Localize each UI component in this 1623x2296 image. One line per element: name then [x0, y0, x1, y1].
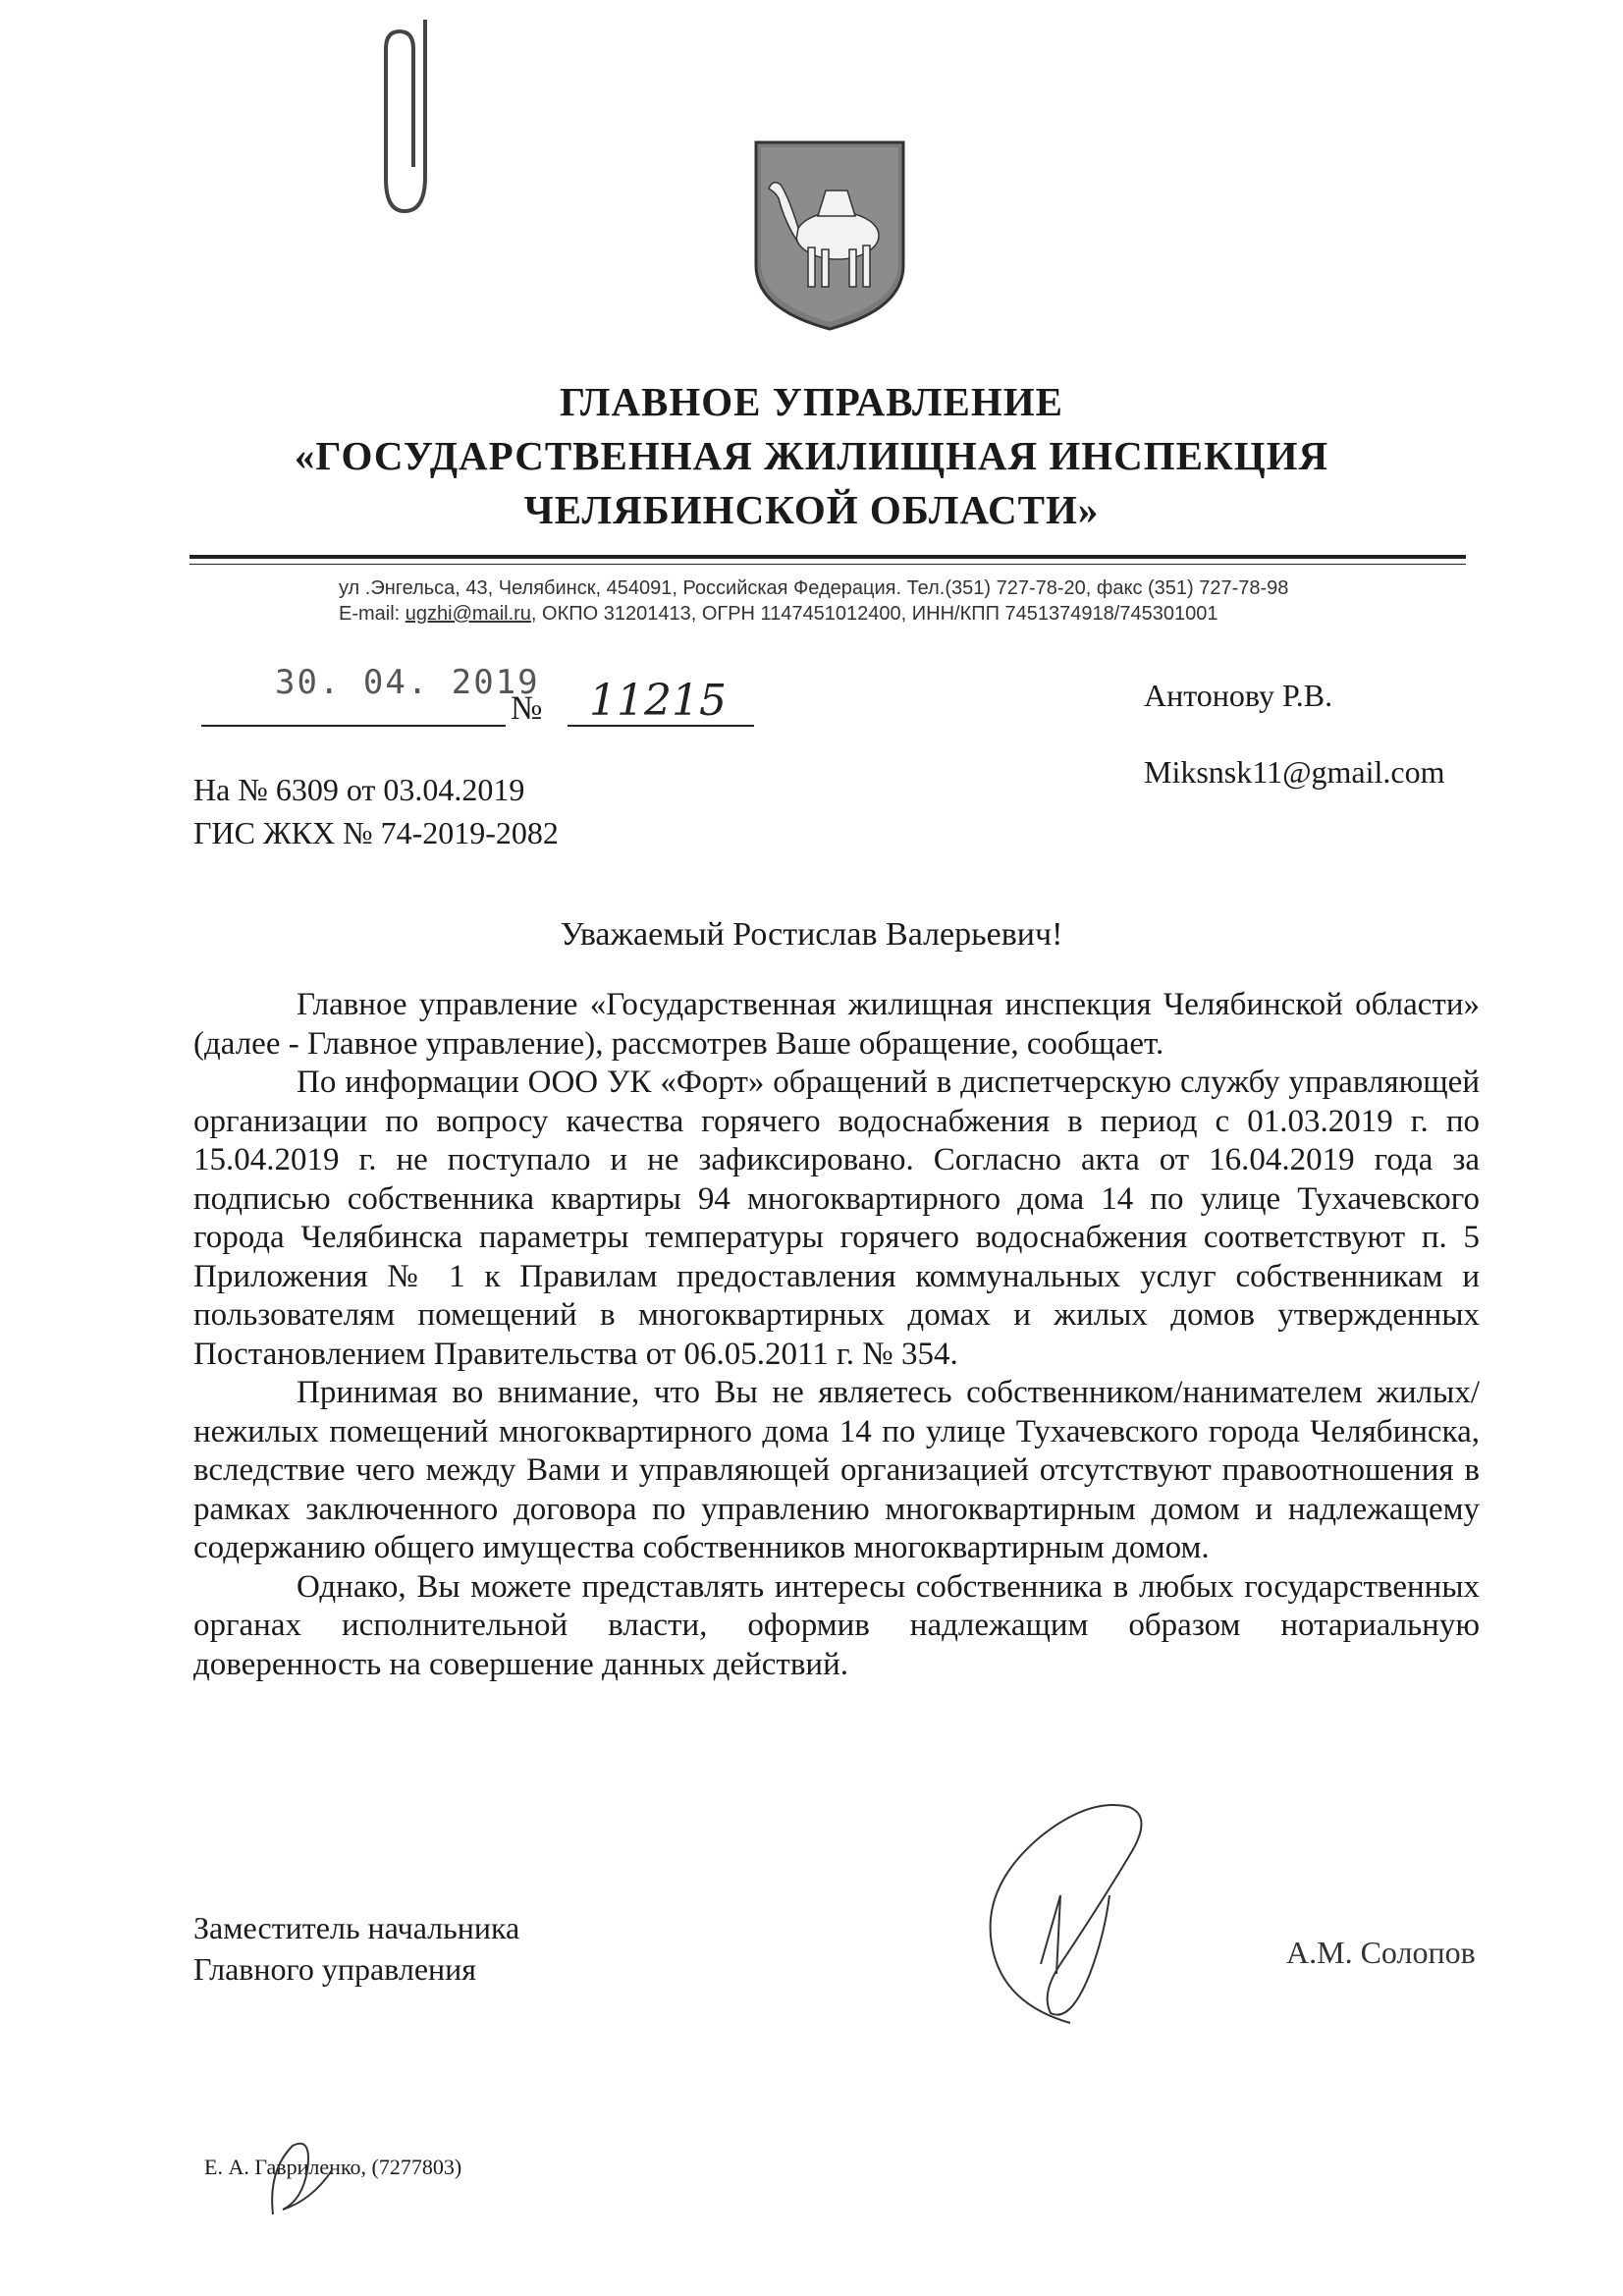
org-name-line3: ЧЕЛЯБИНСКОЙ ОБЛАСТИ»: [523, 487, 1100, 532]
header-divider-thin: [189, 564, 1466, 565]
body-paragraph: Главное управление «Государственная жилищная инспекция Челябинской области» (далее - Главное управление), рассмотрев Ваше обращение, сообщает.: [193, 987, 1480, 1062]
body-paragraph: Однако, Вы можете представлять интересы собственника в любых государственных органах исполнительной власти, оформив надлежащим образом нотариальную доверенность на совершение данных действий.: [193, 1568, 1480, 1682]
signer-position-line2: Главного управления: [193, 1951, 476, 1987]
letter-body: [193, 986, 1480, 1684]
body-paragraph: Принимая во внимание, что Вы не являетесь собственником/нанимателем жилых/нежилых помещений многоквартирного дома 14 по улице Тухачевского города Челябинска, вследствие чего между Вами и управляющей организацией отсутствуют правоотношения в рамках заключенного договора по управлению многоквартирным домом и надлежащему содержанию общего имущества собственников многоквартирным домом.: [193, 1375, 1480, 1565]
org-contacts: [339, 603, 1517, 626]
coat-of-arms-emblem: [751, 137, 908, 334]
paper-clip-icon: [378, 10, 447, 221]
signer-name: А.М. Солопов: [1286, 1935, 1476, 1970]
email-prefix: E-mail:: [339, 603, 406, 625]
org-email-link[interactable]: ugzhi@mail.ru: [405, 603, 531, 625]
number-sign: №: [511, 690, 543, 727]
date-underline: [201, 725, 506, 727]
signer-position-line1: Заместитель начальника: [193, 1910, 520, 1945]
addressee-name: Антонову Р.В.: [1144, 678, 1333, 713]
header-divider: [189, 555, 1466, 559]
number-underline: [568, 725, 754, 727]
addressee-email: Miksnsk11@gmail.com: [1144, 754, 1445, 790]
reference-line1: На № 6309 от 03.04.2019: [193, 772, 525, 807]
executor-initials-signature: [253, 2131, 342, 2219]
org-name-line1: ГЛАВНОЕ УПРАВЛЕНИЕ: [560, 379, 1063, 424]
executor-info: Е. А. Гавриленко, (7277803): [204, 2155, 462, 2179]
org-ids: , ОКПО 31201413, ОГРН 1147451012400, ИНН/КПП 7451374918/745301001: [530, 603, 1218, 625]
reference-line2: ГИС ЖКХ № 74-2019-2082: [193, 815, 559, 850]
org-name-line2: «ГОСУДАРСТВЕННАЯ ЖИЛИЩНАЯ ИНСПЕКЦИЯ: [294, 433, 1329, 478]
registration-date: 30. 04. 2019: [275, 663, 540, 702]
body-paragraph: По информации ООО УК «Форт» обращений в диспетчерскую службу управляющей организации по вопросу качества горячего водоснабжения в период с 01.03.2019 г. по 15.04.2019 г. не поступало и не зафиксировано. Согласно акта от 16.04.2019 года за подписью собственника квартиры 94 многоквартирного дома 14 по улице Тухачевского города Челябинска параметры температуры горячего водоснабжения соответствуют п. 5 Приложения № 1 к Правилам предоставления коммунальных услуг собственникам и пользователям помещений в многоквартирных домах и жилых домов утвержденных Постановлением Правительства от 06.05.2011 г. № 354.: [193, 1065, 1480, 1372]
greeting: Уважаемый Ростислав Валерьевич!: [560, 916, 1063, 953]
handwritten-signature: [962, 1777, 1217, 2033]
registration-number: 11215: [589, 676, 727, 726]
org-address: ул .Энгельса, 43, Челябинск, 454091, Российская Федерация. Тел.(351) 727-78-20, факс (351) 727-78-98: [339, 577, 1289, 599]
